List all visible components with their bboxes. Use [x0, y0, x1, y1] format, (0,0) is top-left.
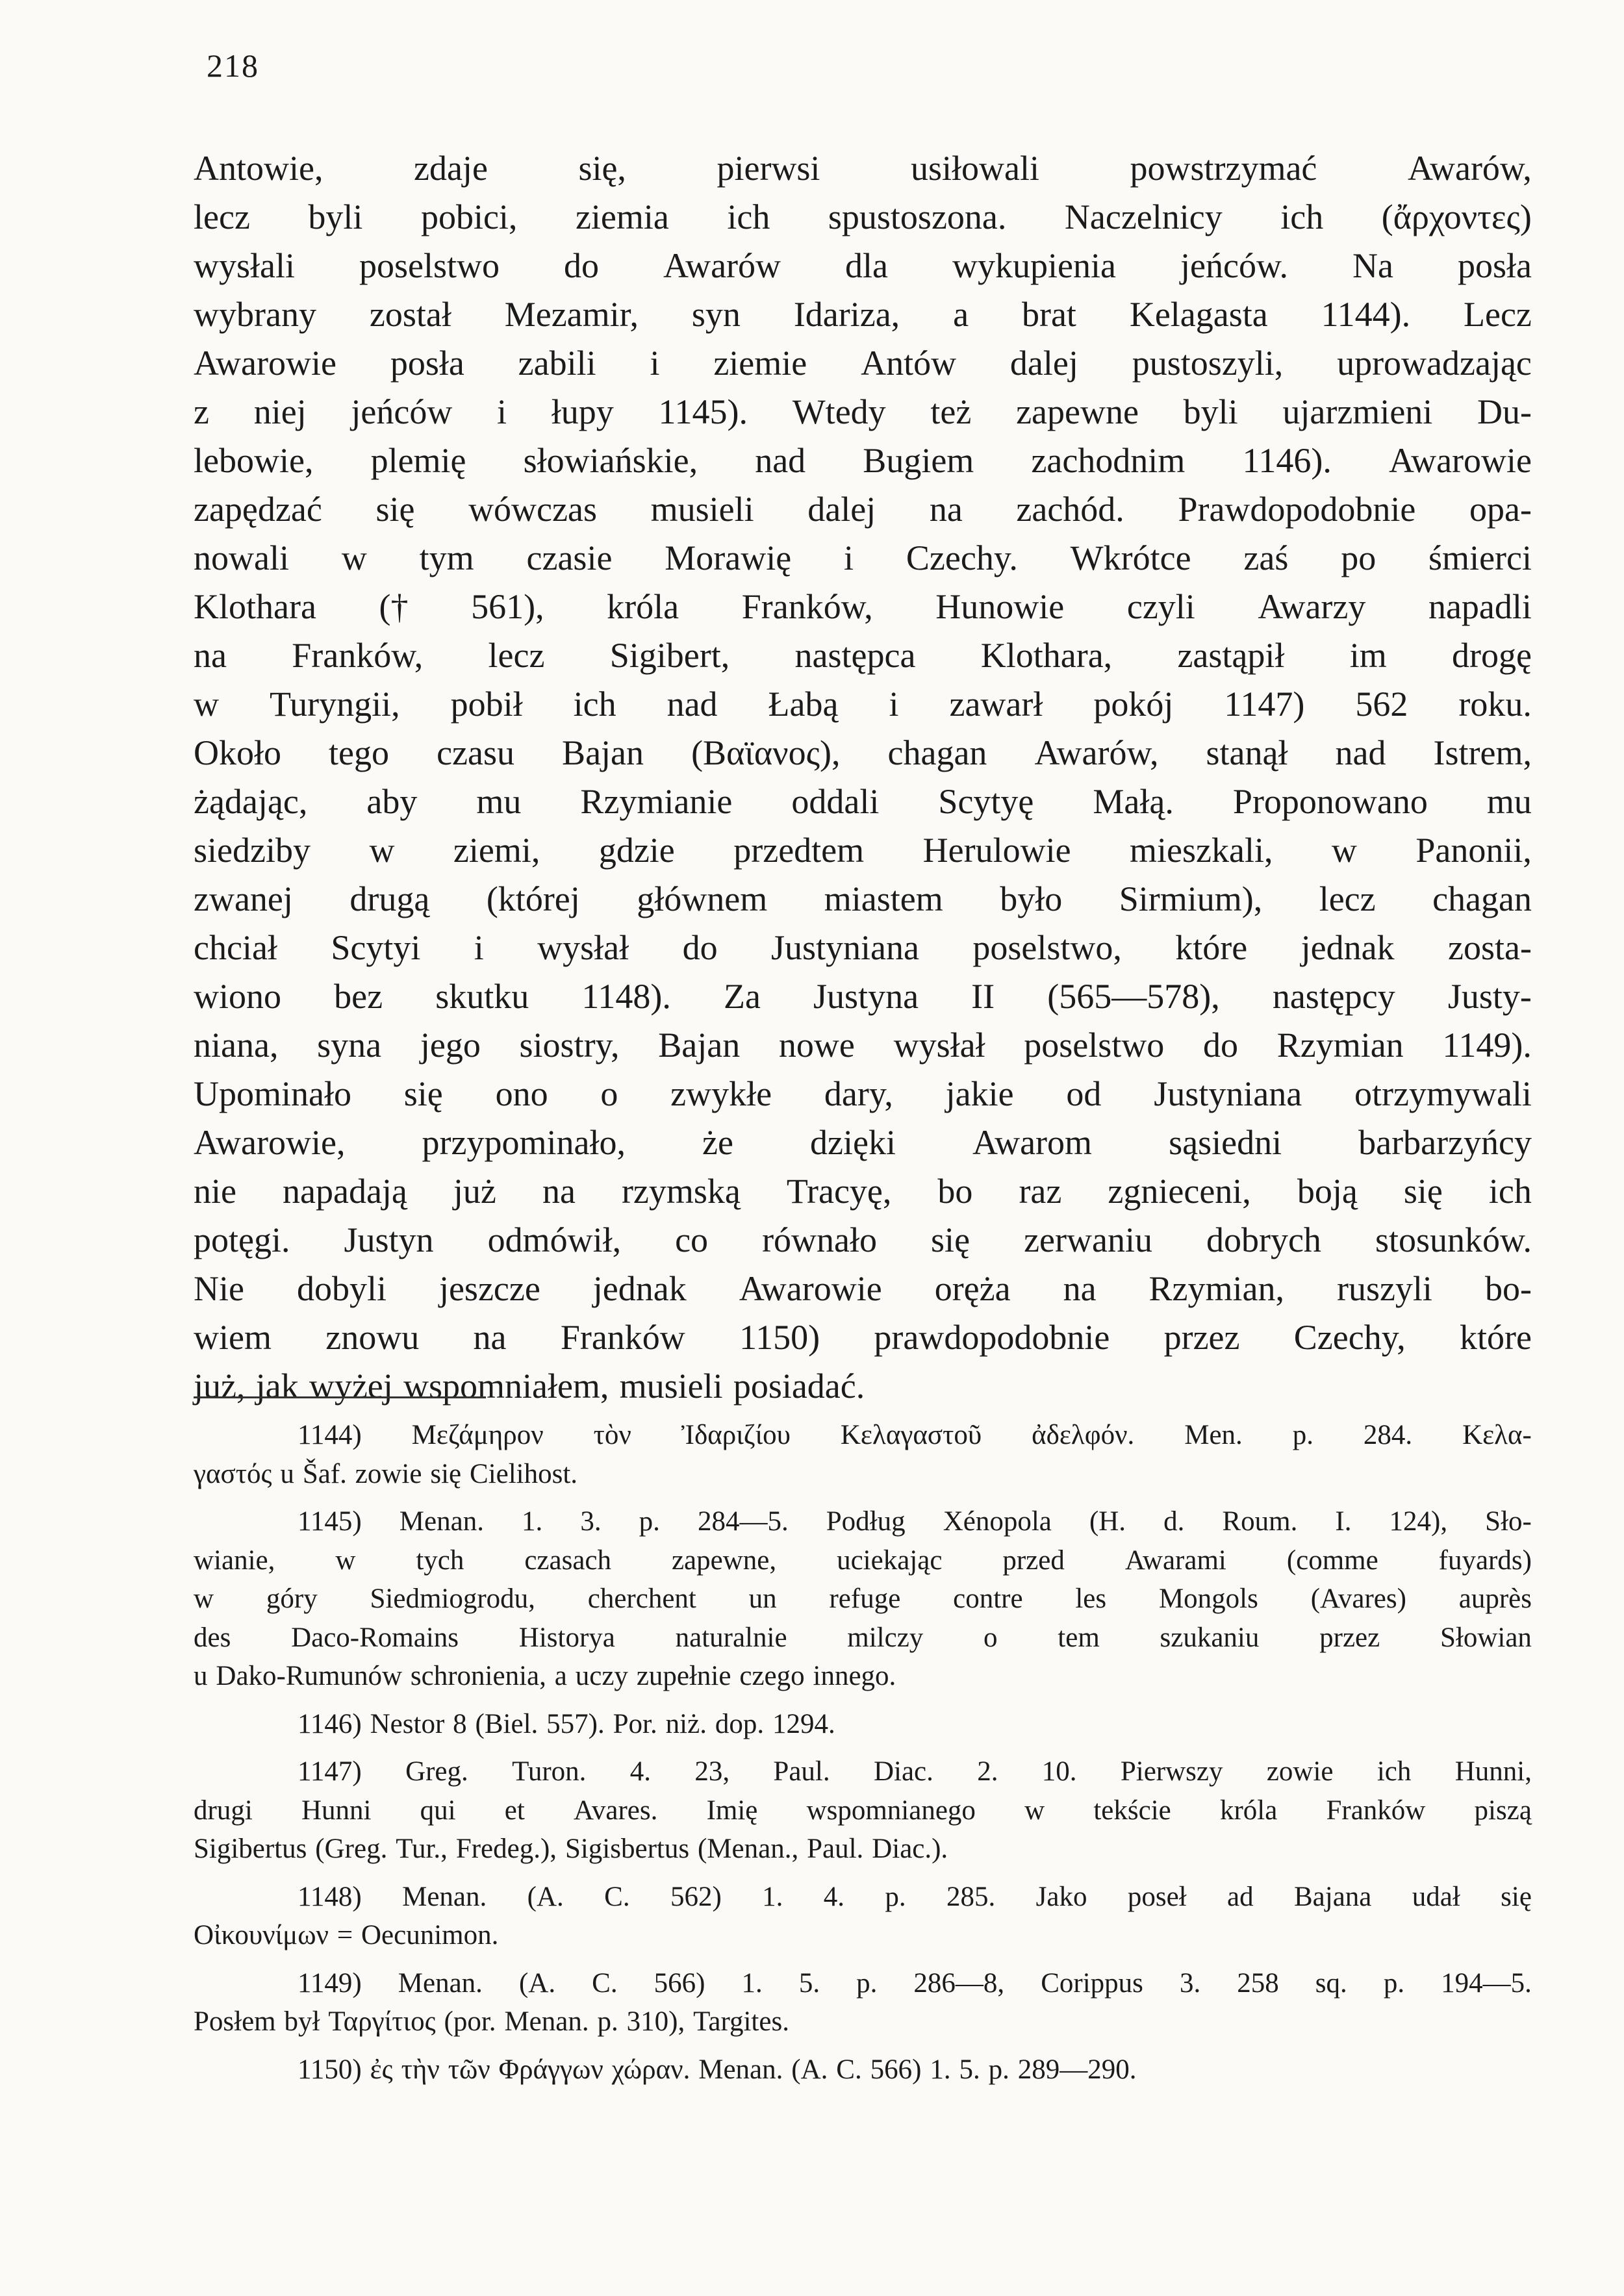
text-line: chciał Scytyi i wysłał do Justyniana poselstwo, które jednak zosta- — [194, 928, 1532, 967]
text-line: z niej jeńców i łupy 1145). Wtedy też zapewne byli ujarzmieni Du- — [194, 392, 1532, 431]
text-line: żądając, aby mu Rzymianie oddali Scytyę Małą. Proponowano mu — [194, 782, 1532, 821]
text-line: lecz byli pobici, ziemia ich spustoszona. Naczelnicy ich (ἄρχοντες) — [194, 197, 1532, 236]
text-line: siedziby w ziemi, gdzie przedtem Herulowie mieszkali, w Panonii, — [194, 831, 1532, 870]
text-line: zapędzać się wówczas musieli dalej na zachód. Prawdopodobnie opa- — [194, 490, 1532, 529]
footnotes — [194, 1416, 1532, 2089]
footnote-line: u Dako-Rumunów schronienia, a uczy zupełnie czego innego. — [194, 1661, 896, 1691]
text-line: wiono bez skutku 1148). Za Justyna II (565—578), następcy Justy- — [194, 977, 1532, 1016]
footnote-line: w góry Siedmiogrodu, cherchent un refuge contre les Mongols (Avares) auprès — [194, 1583, 1532, 1614]
text-line: Klothara († 561), króla Franków, Hunowie czyli Awarzy napadli — [194, 587, 1532, 626]
text-line: na Franków, lecz Sigibert, następca Klothara, zastąpił im drogę — [194, 636, 1532, 675]
text-line: Awarowie, przypominało, że dzięki Awarom sąsiedni barbarzyńcy — [194, 1123, 1532, 1162]
text-line: potęgi. Justyn odmówił, co równało się zerwaniu dobrych stosunków. — [194, 1220, 1532, 1259]
footnote-line: 1145) Menan. 1. 3. p. 284—5. Podług Xénopola (H. d. Roum. I. 124), Sło- — [298, 1506, 1532, 1537]
text-line: nowali w tym czasie Morawię i Czechy. Wkrótce zaś po śmierci — [194, 538, 1532, 577]
footnote-line: wianie, w tych czasach zapewne, uciekając przed Awarami (comme fuyards) — [194, 1545, 1532, 1576]
text-line: wysłali poselstwo do Awarów dla wykupienia jeńców. Na posła — [194, 246, 1532, 285]
text-line: Awarowie posła zabili i ziemie Antów dalej pustoszyli, uprowadzając — [194, 344, 1532, 383]
text-line: już, jak wyżej wspomniałem, musieli posiadać. — [194, 1367, 865, 1406]
text-line: Nie dobyli jeszcze jednak Awarowie oręża na Rzymian, ruszyli bo- — [194, 1269, 1532, 1308]
footnote-line: Posłem był Ταργίτιος (por. Menan. p. 310), Targites. — [194, 2006, 789, 2037]
footnote-line: Οἰκουνίμων = Oecunimon. — [194, 1920, 499, 1950]
footnote-divider — [194, 1396, 486, 1398]
footnote-line: 1147) Greg. Turon. 4. 23, Paul. Diac. 2. 10. Pierwszy zowie ich Hunni, — [298, 1756, 1532, 1787]
footnote-line: 1150) ἐς τὴν τῶν Φράγγων χώραν. Menan. (A. C. 566) 1. 5. p. 289—290. — [298, 2054, 1137, 2085]
footnote-line: 1144) Μεζάμηρον τὸν Ἰδαριζίου Κελαγαστοῦ ἀδελφόν. Men. p. 284. Κελα- — [298, 1420, 1532, 1450]
footnote-line: 1149) Menan. (A. C. 566) 1. 5. p. 286—8, Corippus 3. 258 sq. p. 194—5. — [298, 1967, 1532, 1999]
main-text — [194, 144, 1532, 1411]
footnote-line: 1146) Nestor 8 (Biel. 557). Por. niż. dop. 1294. — [298, 1708, 835, 1739]
text-line: lebowie, plemię słowiańskie, nad Bugiem zachodnim 1146). Awarowie — [194, 441, 1532, 480]
text-line: w Turyngii, pobił ich nad Łabą i zawarł pokój 1147) 562 roku. — [194, 685, 1532, 724]
footnote-line: 1148) Menan. (A. C. 562) 1. 4. p. 285. Jako poseł ad Bajana udał się — [298, 1881, 1532, 1912]
text-line: Antowie, zdaje się, pierwsi usiłowali powstrzymać Awarów, — [194, 149, 1532, 188]
text-line: niana, syna jego siostry, Bajan nowe wysłał poselstwo do Rzymian 1149). — [194, 1026, 1532, 1065]
text-line: Około tego czasu Bajan (Βαϊανος), chagan Awarów, stanął nad Istrem, — [194, 733, 1532, 772]
text-line: Upominało się ono o zwykłe dary, jakie od Justyniana otrzymywali — [194, 1074, 1532, 1113]
footnote-line: des Daco-Romains Historya naturalnie milczy o tem szukaniu przez Słowian — [194, 1622, 1532, 1653]
footnote-line: drugi Hunni qui et Avares. Imię wspomnianego w tekście króla Franków piszą — [194, 1795, 1532, 1826]
text-line: nie napadają już na rzymską Tracyę, bo raz zgnieceni, boją się ich — [194, 1172, 1532, 1211]
footnote-line: γαστός u Šaf. zowie się Cielihost. — [194, 1458, 578, 1489]
page-number: 218 — [207, 47, 259, 84]
text-line: wybrany został Mezamir, syn Idariza, a brat Kelagasta 1144). Lecz — [194, 295, 1532, 334]
text-line: wiem znowu na Franków 1150) prawdopodobnie przez Czechy, które — [194, 1318, 1532, 1357]
footnote-line: Sigibertus (Greg. Tur., Fredeg.), Sigisbertus (Menan., Paul. Diac.). — [194, 1834, 948, 1864]
text-line: zwanej drugą (której głównem miastem było Sirmium), lecz chagan — [194, 879, 1532, 918]
